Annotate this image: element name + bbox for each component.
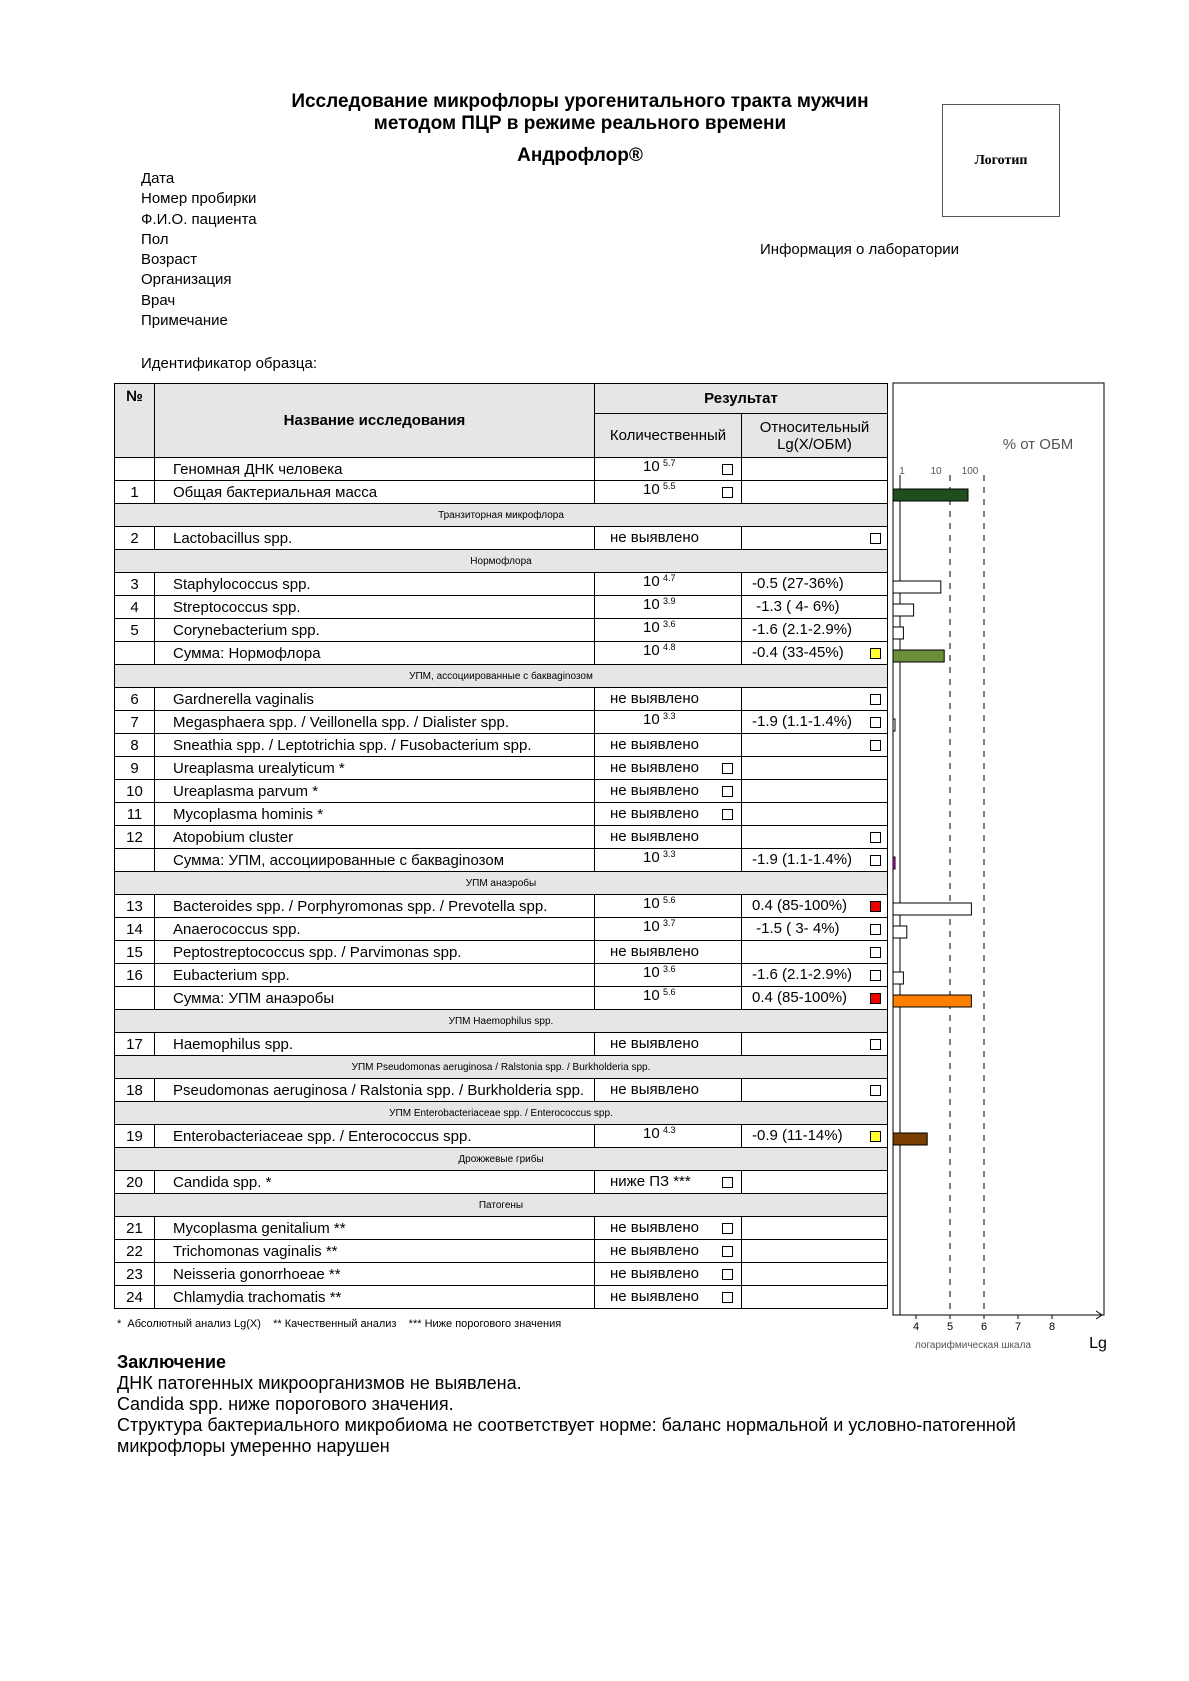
row-number: 6 [115,688,155,711]
test-name: Геномная ДНК человека [155,458,595,481]
col-name-header: Название исследования [155,384,595,458]
quantitative-base: 10 [643,987,660,1004]
quantitative-text: не выявлено [610,1219,700,1236]
quantitative-text: ниже ПЗ *** [610,1173,691,1190]
quantitative-text: не выявлено [610,1265,700,1282]
col-number-header: № [115,384,155,458]
test-name: Chlamydia trachomatis ** [155,1286,595,1309]
quantitative-exponent: 5.6 [663,895,676,905]
test-name: Ureaplasma urealyticum * [155,757,595,780]
row-number: 7 [115,711,155,734]
row-number: 19 [115,1125,155,1148]
x-tick-label: 5 [946,1321,954,1333]
pct-label: % от ОБМ [1002,436,1074,453]
quantitative-text: не выявлено [610,1288,700,1305]
row-number: 24 [115,1286,155,1309]
quantitative-base: 10 [643,642,660,659]
test-name: Eubacterium spp. [155,964,595,987]
row-number: 16 [115,964,155,987]
relative-value: -0.9 (11-14%) [752,1127,843,1144]
patient-field-label: Пол [141,230,169,248]
test-name: Gardnerella vaginalis [155,688,595,711]
relative-value: -1.6 (2.1-2.9%) [752,621,853,638]
quantitative-text: не выявлено [610,736,700,753]
section-title: УПМ анаэробы [115,872,888,895]
quantitative-exponent: 3.3 [663,711,676,721]
row-number: 4 [115,596,155,619]
quantitative-base: 10 [643,964,660,981]
row-number: 5 [115,619,155,642]
test-name: Mycoplasma genitalium ** [155,1217,595,1240]
relative-value: 0.4 (85-100%) [752,989,848,1006]
quantitative-text: не выявлено [610,529,700,546]
pct-tick-label: 10 [930,466,942,477]
data-bar [893,719,895,731]
relative-value: -1.3 ( 4- 6%) [752,598,840,615]
quantitative-base: 10 [643,1125,660,1142]
quantitative-base: 10 [643,849,660,866]
conclusion [117,1352,1016,1457]
test-name: Сумма: Нормофлора [155,642,595,665]
section-title: УПМ Haemophilus spp. [115,1010,888,1033]
quantitative-text: не выявлено [610,805,700,822]
relative-value: -1.9 (1.1-1.4%) [752,713,853,730]
test-name: Corynebacterium spp. [155,619,595,642]
report-title-line2: методом ПЦР в режиме реального времени [373,113,787,134]
data-bar [893,1133,927,1145]
col-rel-line1: Относительный [759,418,870,436]
test-name: Lactobacillus spp. [155,527,595,550]
section-title: Транзиторная микрофлора [115,504,888,527]
data-bar [893,926,907,938]
quantitative-exponent: 3.9 [663,596,676,606]
relative-value: -0.5 (27-36%) [752,575,844,592]
product-name: Андрофлор® [517,145,643,166]
conclusion-line: микрофлоры умеренно нарушен [117,1436,390,1456]
col-quant-header: Количественный [595,414,742,458]
test-name: Anaerococcus spp. [155,918,595,941]
row-number: 18 [115,1079,155,1102]
quantitative-exponent: 3.7 [663,918,676,928]
quantitative-text: не выявлено [610,782,700,799]
report-title-line1: Исследование микрофлоры урогенитального тракта мужчин [291,91,869,112]
patient-field-label: Возраст [141,251,198,269]
quantitative-base: 10 [643,573,660,590]
test-name: Сумма: УПМ, ассоциированные с бакваginозом [155,849,595,872]
row-number: 8 [115,734,155,757]
relative-value: -1.9 (1.1-1.4%) [752,851,853,868]
test-name: Streptococcus spp. [155,596,595,619]
row-number: 9 [115,757,155,780]
test-name: Atopobium cluster [155,826,595,849]
quantitative-text: не выявлено [610,828,700,845]
relative-value: -1.5 ( 3- 4%) [752,920,840,937]
x-tick-label: 7 [1014,1321,1022,1333]
section-title: Нормофлора [115,550,888,573]
chart-frame [893,383,1104,1315]
section-title: Дрожжевые грибы [115,1148,888,1171]
col-rel-line2: Lg(X/ОБМ) [777,435,852,453]
scale-label: логарифмическая шкала [914,1340,1032,1351]
row-number: 21 [115,1217,155,1240]
data-bar [893,489,968,501]
test-name: Pseudomonas aeruginosa / Ralstonia spp. / Burkholderia spp. [155,1079,595,1102]
conclusion-line: Структура бактериального микробиома не соответствует норме: баланс нормальной и условно-патогенной [117,1415,1016,1435]
quantitative-base: 10 [643,619,660,636]
pct-tick-label: 100 [961,466,979,477]
test-name: Haemophilus spp. [155,1033,595,1056]
test-name: Megasphaera spp. / Veillonella spp. / Dialister spp. [155,711,595,734]
test-name: Сумма: УПМ анаэробы [155,987,595,1010]
test-name: Peptostreptococcus spp. / Parvimonas spp. [155,941,595,964]
relative-value: -0.4 (33-45%) [752,644,844,661]
row-number: 14 [115,918,155,941]
test-name: Общая бактериальная масса [155,481,595,504]
row-number: 11 [115,803,155,826]
row-number: 15 [115,941,155,964]
test-name: Bacteroides spp. / Porphyromonas spp. / Prevotella spp. [155,895,595,918]
test-name: Ureaplasma parvum * [155,780,595,803]
quantitative-base: 10 [643,711,660,728]
relative-value: 0.4 (85-100%) [752,897,848,914]
lab-info: Информация о лаборатории [760,241,960,258]
data-bar [893,972,903,984]
test-name: Neisseria gonorrhoeae ** [155,1263,595,1286]
row-number: 22 [115,1240,155,1263]
quantitative-base: 10 [643,458,660,475]
sample-id-label: Идентификатор образца: [141,355,318,372]
conclusion-title: Заключение [117,1352,227,1372]
test-name: Trichomonas vaginalis ** [155,1240,595,1263]
section-title: УПМ Enterobacteriaceae spp. / Enterococcus spp. [115,1102,888,1125]
row-number: 13 [115,895,155,918]
row-number: 2 [115,527,155,550]
quantitative-exponent: 3.6 [663,619,676,629]
row-number: 10 [115,780,155,803]
x-tick-label: 4 [912,1321,920,1333]
quantitative-exponent: 5.6 [663,987,676,997]
patient-field-label: Ф.И.О. пациента [141,210,257,228]
relative-value: -1.6 (2.1-2.9%) [752,966,853,983]
row-number: 12 [115,826,155,849]
quantitative-base: 10 [643,596,660,613]
col-result-header: Результат [595,384,888,414]
row-number: 17 [115,1033,155,1056]
data-bar [893,857,895,869]
quantitative-text: не выявлено [610,1242,700,1259]
row-number: 20 [115,1171,155,1194]
data-bar [893,903,971,915]
conclusion-line: ДНК патогенных микроорганизмов не выявлена. [117,1373,522,1393]
quantitative-text: не выявлено [610,759,700,776]
quantitative-exponent: 4.3 [663,1125,676,1135]
quantitative-exponent: 4.7 [663,573,676,583]
patient-field-label: Номер пробирки [141,190,257,208]
section-title: Патогены [115,1194,888,1217]
data-bar [893,650,944,662]
quantitative-base: 10 [643,481,660,498]
quantitative-exponent: 3.3 [663,849,676,859]
quantitative-text: не выявлено [610,1081,700,1098]
data-bar [893,604,914,616]
axis-label-lg: Lg [1089,1335,1107,1352]
quantitative-base: 10 [643,918,660,935]
quantitative-exponent: 4.8 [663,642,676,652]
patient-field-label: Организация [141,271,232,289]
test-name: Staphylococcus spp. [155,573,595,596]
quantitative-exponent: 3.6 [663,964,676,974]
test-name: Sneathia spp. / Leptotrichia spp. / Fusobacterium spp. [155,734,595,757]
data-bar [893,995,971,1007]
row-number: 3 [115,573,155,596]
patient-field-label: Врач [141,291,176,309]
data-bar [893,581,941,593]
quantitative-text: не выявлено [610,943,700,960]
test-name: Enterobacteriaceae spp. / Enterococcus spp. [155,1125,595,1148]
quantitative-exponent: 5.5 [663,481,676,491]
row-number: 23 [115,1263,155,1286]
data-bar [893,627,903,639]
patient-field-label: Дата [141,170,175,187]
quantitative-text: не выявлено [610,1035,700,1052]
footnote: * Абсолютный анализ Lg(X) ** Качественный анализ *** Ниже порогового значения [117,1318,562,1330]
test-name: Candida spp. * [155,1171,595,1194]
section-title: УПМ, ассоциированные с бакваginозом [115,665,888,688]
pct-tick-label: 1 [899,466,905,477]
x-tick-label: 6 [980,1321,988,1333]
conclusion-lines [117,1373,1016,1457]
section-title: УПМ Pseudomonas aeruginosa / Ralstonia spp. / Burkholderia spp. [115,1056,888,1079]
quantitative-exponent: 5.7 [663,458,676,468]
row-number: 1 [115,481,155,504]
logo-placeholder: Логотип [942,104,1060,217]
quantitative-base: 10 [643,895,660,912]
conclusion-line: Candida spp. ниже порогового значения. [117,1394,454,1414]
quantitative-text: не выявлено [610,690,700,707]
test-name: Mycoplasma hominis * [155,803,595,826]
x-tick-label: 8 [1048,1321,1056,1333]
patient-field-label: Примечание [141,312,228,330]
